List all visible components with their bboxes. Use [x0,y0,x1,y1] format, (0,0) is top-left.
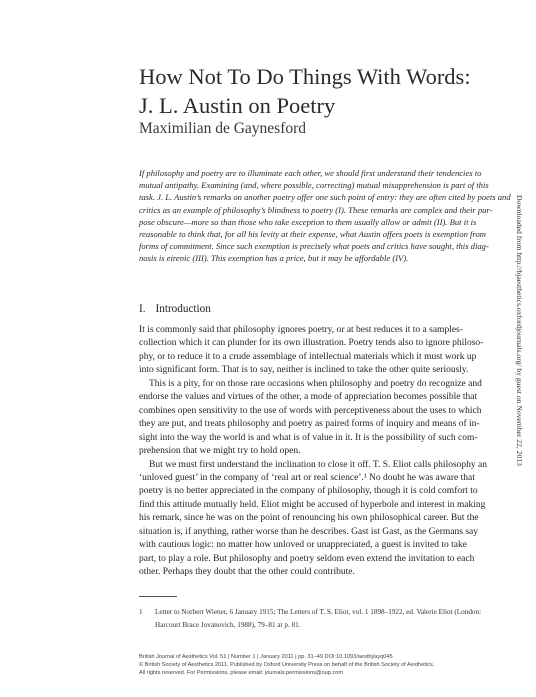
body-line: situation is, if anything, rather worse than he describes. Gast ist Gast, as the Germans say [139,526,479,537]
download-notice: Downloaded from http://bjaesthetics.oxfordjournals.org/ by guest on November 22, 2013 [515,195,524,466]
abstract-line: reasonable to think that, for all his levity at their expense, what Austin offers poets is exemption from [139,229,486,240]
abstract-line: pose obscure—more so than those who take exception to them usually allow or admit (II). But it is [139,216,477,227]
body-line: It is commonly said that philosophy ignores poetry, or at best reduces it to a samples- [139,325,463,335]
abstract-line: critics as an example of philosophy’s blindness to poetry (I). These remarks are complex and their pur- [139,204,493,215]
footnote-rule [139,596,177,597]
title-line-1: How Not To Do Things With Words: [139,64,471,89]
title-line-2: J. L. Austin on Poetry [139,93,336,118]
abstract-line: If philosophy and poetry are to illuminate each other, we should first understand their tendencies to [139,168,482,178]
abstract-line: nosis is eirenic (III). This exemption has a price, but it may be affordable (IV). [139,253,409,264]
body-line: part, to play a role. But philosophy and poetry seldom even extend the invitation to each [139,553,475,564]
body-line: phy, or to reduce it to a crude assemblage of intellectual materials which it must work up [139,351,477,362]
body-line: prehension that we might try to hold open. [139,446,301,457]
body-line: with cautious logic: no matter how unloved or unappreciated, a guest is invited to take [139,540,467,551]
journal-imprint [139,653,499,677]
footnote-number: 1 [139,608,143,616]
footnote [139,606,499,632]
abstract-line: task. J. L. Austin’s remarks on another poetry offer one such point of entry: they are often cited by poets and [139,192,511,203]
footnote-text: Letter to Norbert Wiener, 6 January 1915; The Letters of T. S. Eliot, vol. 1 1898–1922, ed. Valerie Eliot (London: [155,608,482,616]
imprint-line: © British Society of Aesthetics 2011. Published by Oxford University Press on behalf of the British Society of Aesthetics. [139,662,435,668]
body-line: combines open sensitivity to the use of words with perceptiveness about the uses to which [139,405,482,416]
footnote-text: Harcourt Brace Jovanovich, 1988), 79–81 at p. 81. [155,621,301,629]
body-line: sight into the way the world is and what is of value in it. It is the possibility of such com- [139,432,478,443]
body-line: find this attitude mutually held. Eliot might be accused of hyperbole and interest in making [139,499,486,510]
section-title: Introduction [155,303,211,315]
abstract [139,167,511,265]
body-text [139,324,497,580]
body-line: other. Perhaps they doubt that the other could contribute. [139,567,355,578]
section-number: I. [139,303,146,315]
body-line: This is a pity, for on those rare occasions when philosophy and poetry do recognize and [149,378,482,389]
body-line: into significant form. That is to say, neither is inclined to take the other quite seriously. [139,365,469,376]
article-title [139,62,519,120]
abstract-line: mutual antipathy. Examining (and, where possible, correcting) mutual misapprehension is part of this [139,180,489,191]
body-line: poetry is no better appreciated in the company of philosophy, though it is cold comfort to [139,486,478,497]
section-heading [139,303,211,315]
body-line: But we must first understand the inclination to close it off. T. S. Eliot calls philosophy an [149,459,488,470]
author-name: Maximilian de Gaynesford [139,120,307,137]
body-line: endorse the values and virtues of the other, a mode of appreciation becomes possible that [139,392,478,403]
imprint-line: British Journal of Aesthetics Vol. 51 | Number 1 | January 2011 | pp. 31–49 DOI:10.1093/aesthj/ayq045 [139,654,393,660]
abstract-line: forms of commitment. Since such exemption is precisely what poets and critics have sought, this diag- [139,241,489,252]
body-line: ‘unloved guest’ in the company of ‘real art or real science’.¹ No doubt he was aware that [139,472,475,483]
body-line: his remark, since he was on the point of renouncing his own philosophical career. But the [139,513,479,524]
imprint-line: All rights reserved. For Permissions, please email: journals.permissions@oup.com [139,670,344,676]
body-line: collection which it can plunder for its own illustration. Poetry tends also to ignore philoso- [139,338,484,349]
body-line: they are put, and treats philosophy and poetry as paired forms of inquiry and means of in- [139,419,480,430]
